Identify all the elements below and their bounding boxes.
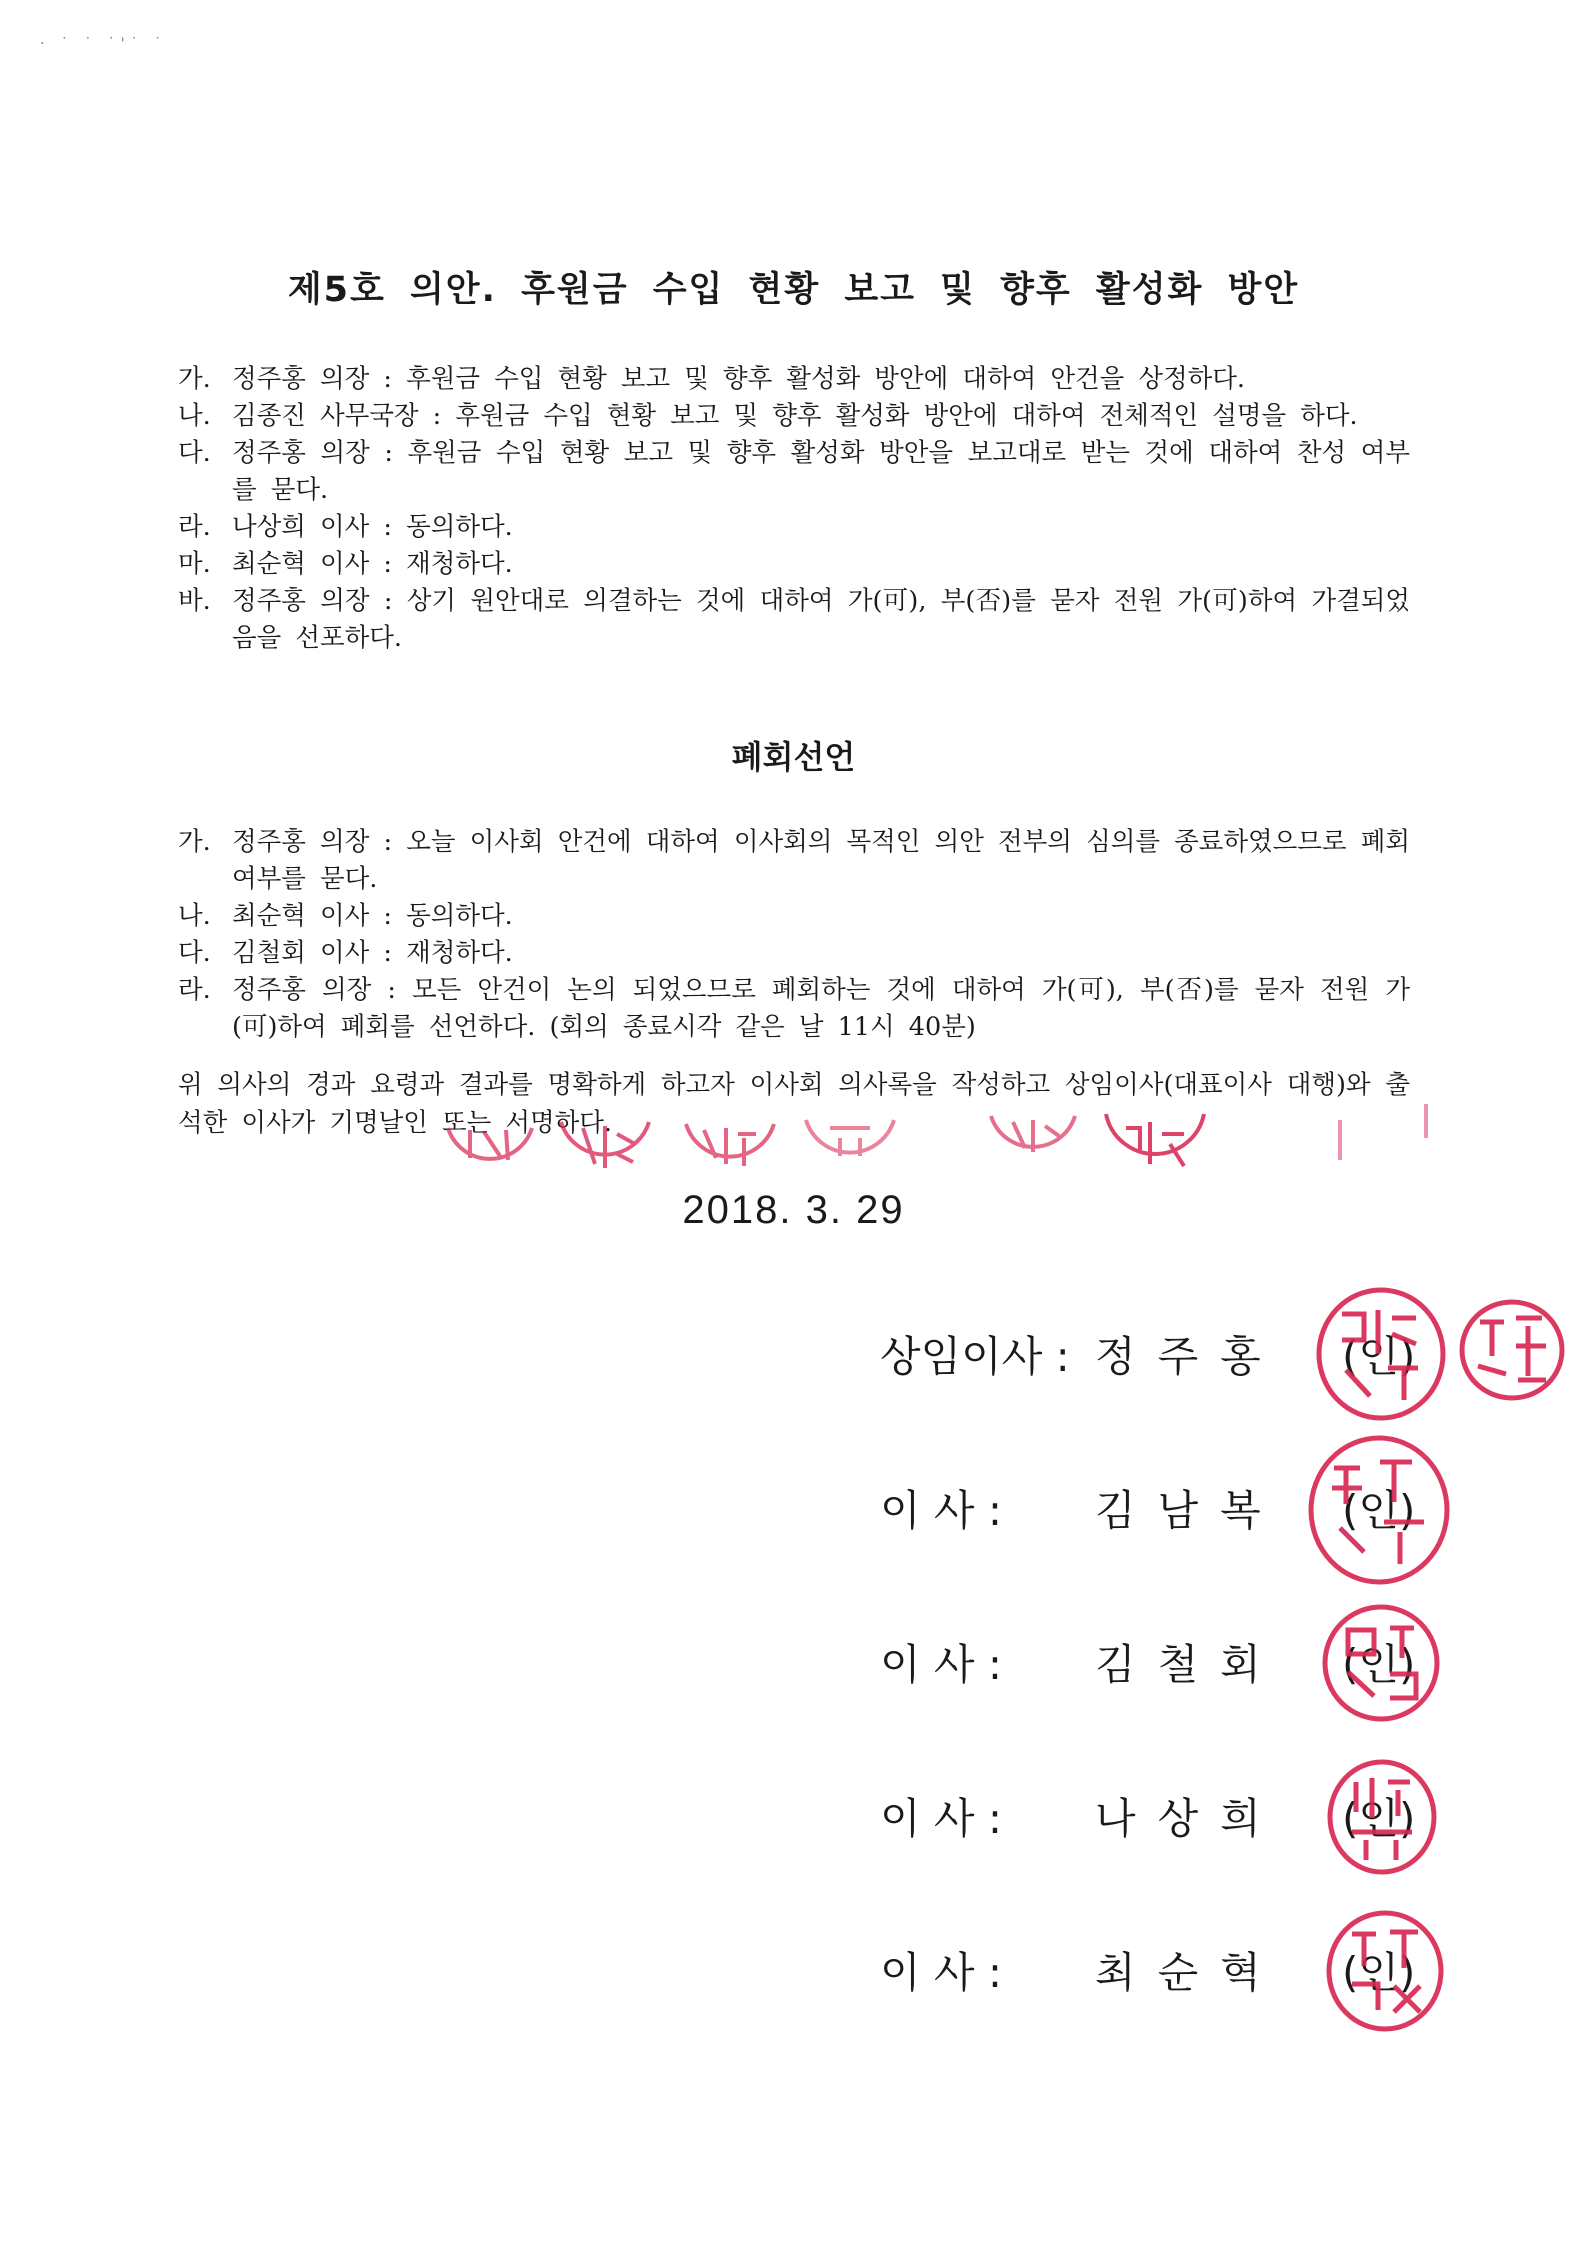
signer-name: 김남복 xyxy=(1095,1486,1283,1535)
seal-stamp xyxy=(440,1108,540,1188)
closing-item xyxy=(178,824,1410,898)
document-date: 2018. 3. 29 xyxy=(682,1188,905,1232)
signer-role: 이 사 : xyxy=(880,1486,1002,1535)
agenda-item-list xyxy=(178,361,1410,657)
agenda-item xyxy=(178,361,1410,398)
seal-stamp xyxy=(1100,1104,1210,1194)
seal-stamp xyxy=(800,1110,900,1180)
seal-stamp xyxy=(985,1108,1081,1178)
item-text: 김종진 사무국장 : 후원금 수입 현황 보고 및 향후 활성화 방안에 대하여 전체적인 설명을 하다. xyxy=(232,401,1358,431)
seal-stamp xyxy=(680,1108,780,1190)
seal-mark: (인) xyxy=(1342,1486,1416,1535)
seal-stamp xyxy=(1322,1756,1442,1878)
item-marker: 나. xyxy=(178,401,211,431)
signer-name: 정주홍 xyxy=(1095,1332,1283,1381)
item-marker: 바. xyxy=(178,586,211,616)
signer-name: 나상희 xyxy=(1095,1794,1283,1843)
signer-role: 상임이사 : xyxy=(880,1332,1070,1381)
closing-title: 폐회선언 xyxy=(731,738,856,776)
ink-mark xyxy=(1338,1120,1342,1160)
agenda-item xyxy=(178,509,1410,546)
agenda-title: 제5호 의안. 후원금 수입 현황 보고 및 향후 활성화 방안 xyxy=(287,270,1300,310)
item-text: 김철회 이사 : 재청하다. xyxy=(232,938,513,968)
item-marker: 라. xyxy=(178,975,211,1005)
seal-stamp xyxy=(555,1104,655,1192)
closing-item xyxy=(178,972,1410,1046)
seal-mark: (인) xyxy=(1342,1332,1416,1381)
agenda-item xyxy=(178,435,1410,509)
item-marker: 가. xyxy=(178,827,211,857)
item-text: 정주홍 의장 : 후원금 수입 현황 보고 및 향후 활성화 방안을 보고대로 받는 것에 대하여 찬성 여부를 묻다. xyxy=(232,438,1410,505)
item-marker: 마. xyxy=(178,549,211,579)
item-marker: 가. xyxy=(178,364,211,394)
agenda-item xyxy=(178,398,1410,435)
item-text: 정주홍 의장 : 후원금 수입 현황 보고 및 향후 활성화 방안에 대하여 안건을 상정하다. xyxy=(232,364,1245,394)
signer-role: 이 사 : xyxy=(880,1794,1002,1843)
item-marker: 다. xyxy=(178,938,211,968)
item-marker: 다. xyxy=(178,438,211,468)
signer-name: 최순혁 xyxy=(1095,1948,1283,1997)
item-text: 나상희 이사 : 동의하다. xyxy=(232,512,513,542)
seal-stamp xyxy=(1312,1284,1450,1424)
scan-marks: · ˙ ˙ ˙'˙ ˙ xyxy=(40,36,168,52)
signer-role: 이 사 : xyxy=(880,1640,1002,1689)
ink-mark xyxy=(1424,1104,1428,1138)
item-text: 정주홍 의장 : 오늘 이사회 안건에 대하여 이사회의 목적인 의안 전부의 심의를 종료하였으므로 폐회 여부를 묻다. xyxy=(232,827,1410,894)
seal-stamp xyxy=(1304,1432,1454,1588)
item-marker: 나. xyxy=(178,901,211,931)
item-text: 최순혁 이사 : 재청하다. xyxy=(232,549,513,579)
item-marker: 라. xyxy=(178,512,211,542)
closing-statement: 위 의사의 경과 요령과 결과를 명확하게 하고자 이사회 의사록을 작성하고 상임이사(대표이사 대행)와 출석한 이사가 기명날인 또는 서명하다. xyxy=(178,1070,1410,1138)
item-text: 정주홍 의장 : 모든 안건이 논의 되었으므로 폐회하는 것에 대하여 가(可), 부(否)를 묻자 전원 가(可)하여 폐회를 선언하다. (회의 종료시각 같은 날 11시 40분) xyxy=(232,975,1410,1042)
seal-mark: (인) xyxy=(1342,1948,1416,1997)
seal-mark: (인) xyxy=(1342,1640,1416,1689)
seal-stamp xyxy=(1318,1600,1444,1726)
seal-mark: (인) xyxy=(1342,1794,1416,1843)
seal-stamp xyxy=(1456,1296,1568,1404)
closing-item-list xyxy=(178,824,1410,1046)
item-text: 정주홍 의장 : 상기 원안대로 의결하는 것에 대하여 가(可), 부(否)를 묻자 전원 가(可)하여 가결되었음을 선포하다. xyxy=(232,586,1410,653)
agenda-item xyxy=(178,583,1410,657)
signer-name: 김철회 xyxy=(1095,1640,1283,1689)
seal-stamp xyxy=(1322,1906,1448,2036)
closing-item xyxy=(178,898,1410,935)
agenda-item xyxy=(178,546,1410,583)
signer-role: 이 사 : xyxy=(880,1948,1002,1997)
item-text: 최순혁 이사 : 동의하다. xyxy=(232,901,513,931)
closing-item xyxy=(178,935,1410,972)
